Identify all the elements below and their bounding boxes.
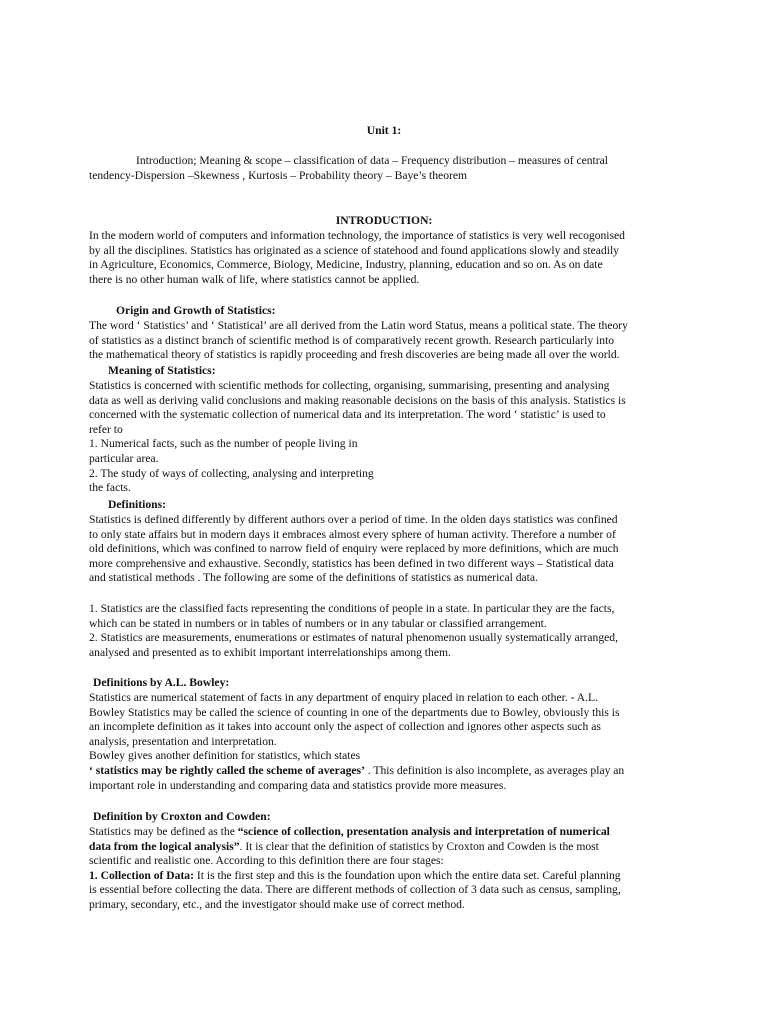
origin-heading: Origin and Growth of Statistics: bbox=[116, 304, 276, 317]
bowley-quote-tail: . This definition is also incomplete, as averages play an bbox=[364, 763, 625, 777]
paragraph-line: In the modern world of computers and information technology, the importance of statistics is very well recogonised bbox=[89, 229, 625, 242]
syllabus bbox=[89, 154, 681, 183]
croxton-definition-part1: “science of collection, presentation analysis and interpretation of numerical bbox=[237, 825, 610, 838]
definitions-heading: Definitions: bbox=[108, 498, 166, 511]
paragraph-line: by all the disciplines. Statistics has originated as a science of statehood and found applications slowly and steadily bbox=[89, 243, 619, 257]
paragraph-line: to only state affairs but in modern days it embraces almost every sphere of human activity. Therefore a number of bbox=[89, 527, 616, 541]
paragraph-line: Statistics is concerned with scientific methods for collecting, organising, summarising, presenting and analysing bbox=[89, 379, 610, 392]
paragraph-line: is essential before collecting the data. There are different methods of collection of 3 data such as census, sampling, bbox=[89, 883, 621, 897]
paragraph-line: data as well as deriving valid conclusions and making reasonable decisions on the basis of this analysis. Statistics is bbox=[89, 393, 626, 407]
paragraph-line: 1. Statistics are the classified facts representing the conditions of people in a state. In particular they are the facts, bbox=[89, 602, 615, 615]
paragraph-line bbox=[89, 825, 681, 840]
paragraph-line: analysed and presented as to exhibit important interrelationships among them. bbox=[89, 645, 451, 659]
paragraph-line: Statistics are numerical statement of facts in any department of enquiry placed in relation to each other. - A.L. bbox=[89, 691, 598, 704]
paragraph-line: Statistics is defined differently by different authors over a period of time. In the olden days statistics was confined bbox=[89, 513, 618, 526]
bowley-paragraph bbox=[89, 691, 681, 793]
paragraph-line: of statistics as a distinct branch of scientific method is of comparatively recent growth. Research particularly into bbox=[89, 333, 615, 347]
bowley-heading: Definitions by A.L. Bowley: bbox=[93, 676, 230, 689]
definitions-points bbox=[89, 602, 681, 660]
stage-text: It is the first step and this is the foundation upon which the entire data set. Careful planning bbox=[193, 868, 621, 882]
paragraph-line: The word ‘ Statistics’ and ‘ Statistical’ are all derived from the Latin word Status, means a political state. The theory bbox=[89, 319, 628, 332]
syllabus-line: tendency-Dispersion –Skewness , Kurtosis – Probability theory – Baye’s theorem bbox=[89, 168, 468, 182]
paragraph-line: 2. The study of ways of collecting, analysing and interpreting bbox=[89, 466, 374, 480]
origin-paragraph bbox=[89, 319, 681, 363]
paragraph-line: old definitions, which was confined to narrow field of enquiry were replaced by more definitions, which are much bbox=[89, 542, 619, 556]
meaning-heading: Meaning of Statistics: bbox=[108, 364, 216, 377]
paragraph-line: important role in understanding and comparing data and statistics provide more measures. bbox=[89, 778, 507, 792]
paragraph-line: concerned with the systematic collection of numerical data and its interpretation. The word ‘ statistic’ is used to bbox=[89, 408, 606, 422]
paragraph-line: analysis, presentation and interpretation. bbox=[89, 734, 277, 748]
paragraph-line: refer to bbox=[89, 422, 123, 436]
introduction-paragraph bbox=[89, 229, 681, 287]
syllabus-line: Introduction; Meaning & scope – classification of data – Frequency distribution – measures of central bbox=[136, 154, 608, 167]
croxton-paragraph bbox=[89, 825, 681, 913]
paragraph-line: particular area. bbox=[89, 451, 159, 465]
paragraph-line: the mathematical theory of statistics is rapidly proceeding and fresh discoveries are being made all over the world. bbox=[89, 348, 620, 362]
paragraph-line: Bowley gives another definition for statistics, which states bbox=[89, 749, 361, 763]
croxton-line2-tail: . It is clear that the definition of statistics by Croxton and Cowden is the most bbox=[239, 839, 599, 853]
paragraph-line bbox=[89, 840, 681, 855]
paragraph-line bbox=[89, 869, 681, 884]
croxton-heading: Definition by Croxton and Cowden: bbox=[93, 810, 271, 823]
paragraph-line: in Agriculture, Economics, Commerce, Biology, Medicine, Industry, planning, education and so on. As on date bbox=[89, 258, 603, 272]
unit-heading: Unit 1: bbox=[366, 124, 402, 137]
paragraph-line: scientific and realistic one. According to this definition there are four stages: bbox=[89, 854, 444, 868]
bowley-quote: ‘ statistics may be rightly called the scheme of averages’ bbox=[89, 763, 365, 777]
paragraph-line: more comprehensive and exhaustive. Secondly, statistics has been defined in two different ways – Statistical data bbox=[89, 556, 614, 570]
paragraph-line: 1. Numerical facts, such as the number of people living in bbox=[89, 437, 358, 451]
paragraph-line: Bowley Statistics may be called the science of counting in one of the departments due to Bowley, obviously this is bbox=[89, 705, 620, 719]
meaning-paragraph bbox=[89, 379, 681, 496]
stage-label: 1. Collection of Data: bbox=[89, 868, 194, 882]
paragraph-line: the facts. bbox=[89, 481, 131, 495]
paragraph-line: which can be stated in numbers or in tables of numbers or in any tabular or classified arrangement. bbox=[89, 616, 547, 630]
croxton-definition-part2: data from the logical analysis” bbox=[89, 839, 240, 853]
introduction-heading: INTRODUCTION: bbox=[335, 214, 433, 227]
paragraph-line: there is no other human walk of life, where statistics cannot be applied. bbox=[89, 272, 420, 286]
paragraph-line: primary, secondary, etc., and the investigator should make use of correct method. bbox=[89, 897, 465, 911]
paragraph-line bbox=[89, 764, 681, 779]
croxton-intro: Statistics may be defined as the bbox=[89, 825, 238, 838]
paragraph-line: and statistical methods . The following are some of the definitions of statistics as numerical data. bbox=[89, 571, 538, 585]
definitions-paragraph bbox=[89, 513, 681, 586]
paragraph-line: 2. Statistics are measurements, enumerations or estimates of natural phenomenon usually systematically arranged, bbox=[89, 631, 618, 645]
paragraph-line: an incomplete definition as it takes into account only the aspect of collection and ignores other aspects such as bbox=[89, 720, 601, 734]
